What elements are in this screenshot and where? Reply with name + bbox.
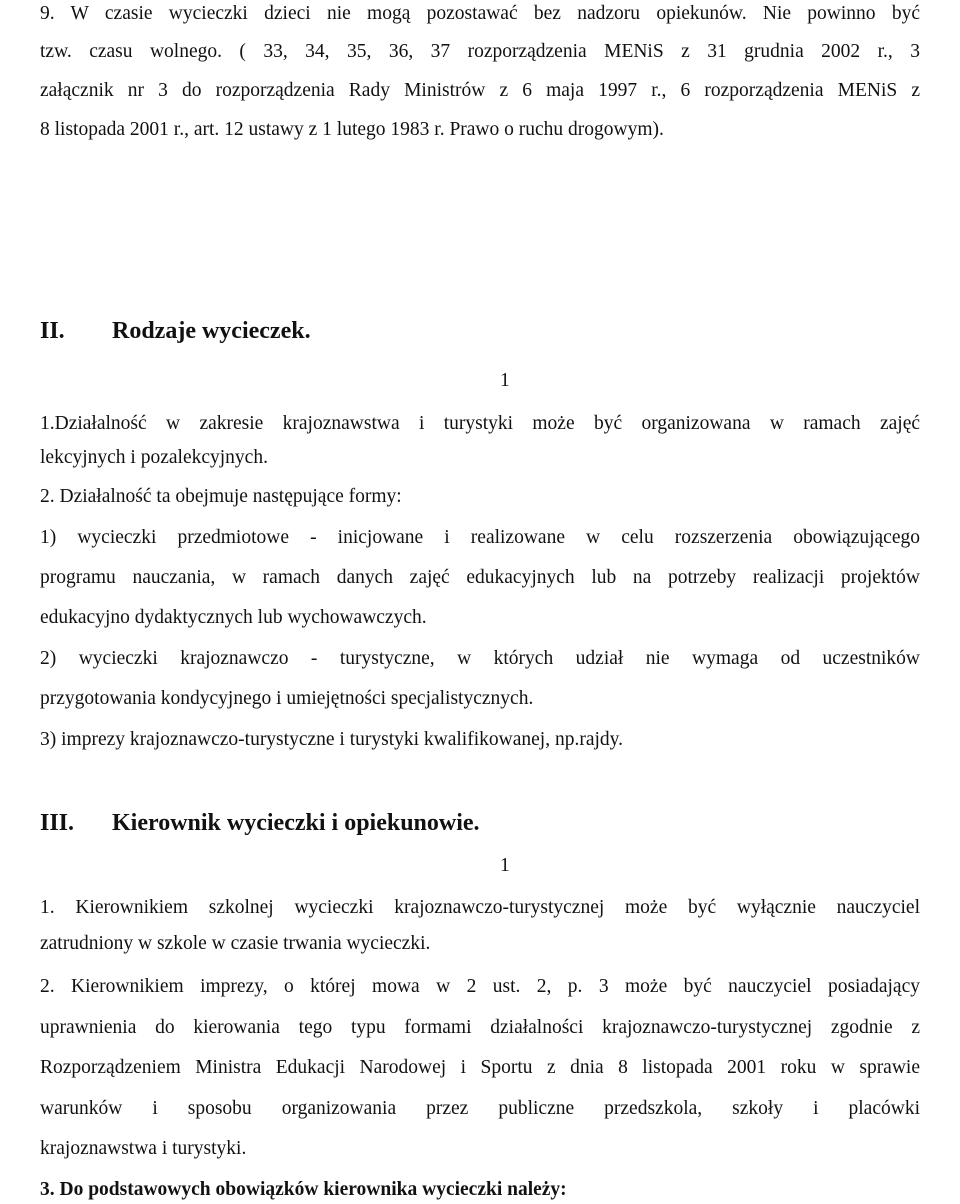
text-line: 8 listopada 2001 r., art. 12 ustawy z 1 lutego 1983 r. Prawo o ruchu drogowym). (40, 119, 664, 140)
section-title: Kierownik wycieczki i opiekunowie. (112, 810, 480, 836)
text-line: 1.Działalność w zakresie krajoznawstwa i turystyki może być organizowana w ramach zajęć (40, 413, 920, 434)
text-line: załącznik nr 3 do rozporządzenia Rady Ministrów z 6 maja 1997 r., 6 rozporządzenia MENiS z (40, 80, 920, 101)
text-line: tzw. czasu wolnego. ( 33, 34, 35, 36, 37 rozporządzenia MENiS z 31 grudnia 2002 r., 3 (40, 41, 920, 62)
text-line: programu nauczania, w ramach danych zajęć edukacyjnych lub na potrzeby realizacji projektów (40, 567, 920, 588)
section-title: Rodzaje wycieczek. (112, 318, 311, 344)
text-line: 9. W czasie wycieczki dzieci nie mogą pozostawać bez nadzoru opiekunów. Nie powinno być (40, 3, 920, 24)
text-line: przygotowania kondycyjnego i umiejętności specjalistycznych. (40, 688, 534, 709)
text-line: krajoznawstwa i turystyki. (40, 1138, 247, 1159)
text-line: warunków i sposobu organizowania przez publiczne przedszkola, szkoły i placówki (40, 1098, 920, 1119)
text-line: 2. Działalność ta obejmuje następujące formy: (40, 486, 402, 507)
text-line-bold: 3. Do podstawowych obowiązków kierownika wycieczki należy: (40, 1179, 567, 1200)
text-line: 1. Kierownikiem szkolnej wycieczki krajoznawczo-turystycznej może być wyłącznie nauczyciel (40, 897, 920, 918)
section-number: III. (40, 810, 75, 836)
section-number: II. (40, 318, 65, 344)
text-line: 2) wycieczki krajoznawczo - turystyczne, w których udział nie wymaga od uczestników (40, 648, 920, 669)
paragraph-mark: 1 (500, 370, 510, 391)
text-line: 3) imprezy krajoznawczo-turystyczne i turystyki kwalifikowanej, np.rajdy. (40, 729, 624, 750)
text-line: 2. Kierownikiem imprezy, o której mowa w 2 ust. 2, p. 3 może być nauczyciel posiadający (40, 976, 920, 997)
text-line: edukacyjno dydaktycznych lub wychowawczych. (40, 607, 427, 628)
text-line: zatrudniony w szkole w czasie trwania wycieczki. (40, 933, 431, 954)
text-line: Rozporządzeniem Ministra Edukacji Narodowej i Sportu z dnia 8 listopada 2001 roku w sprawie (40, 1057, 920, 1078)
paragraph-mark: 1 (500, 855, 510, 876)
text-line: lekcyjnych i pozalekcyjnych. (40, 447, 268, 468)
text-line: 1) wycieczki przedmiotowe - inicjowane i realizowane w celu rozszerzenia obowiązującego (40, 527, 920, 548)
text-line: uprawnienia do kierowania tego typu formami działalności krajoznawczo-turystycznej zgodnie z (40, 1017, 920, 1038)
